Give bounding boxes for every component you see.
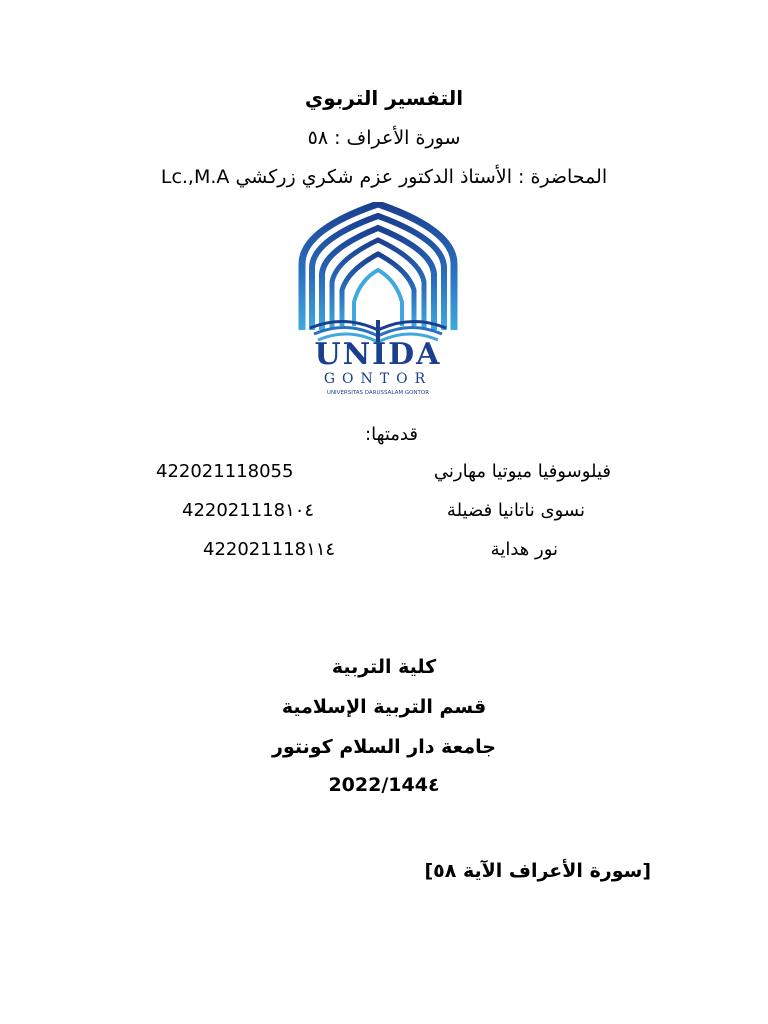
student-id: 422021118055 (156, 461, 294, 482)
lecturer-line: المحاضرة : الأستاذ الدكتور عزم شكري زركشي Lc.,M.A (160, 166, 608, 188)
document-title: التفسير التربوي (304, 86, 464, 110)
student-name: نسوى ناتانيا فضيلة (446, 500, 585, 521)
department-name: قسم التربية الإسلامية (281, 696, 487, 718)
student-name: نور هداية (490, 539, 558, 560)
student-name: فيلوسوفيا ميوتيا مهارني (433, 461, 611, 482)
presented-by-label: قدمتها: (365, 424, 418, 445)
surah-reference: سورة الأعراف : ٥٨ (307, 127, 461, 149)
unida-gontor-logo (298, 202, 458, 397)
faculty-name: كلية التربية (331, 656, 437, 678)
university-name: جامعة دار السلام كونتور (272, 736, 496, 758)
logo-caption: UNIVERSITAS DARUSSALAM GONTOR (326, 390, 430, 396)
student-id: 422021118١١٤ (203, 539, 336, 560)
logo-wordmark: UNIDA (314, 337, 442, 372)
logo-subtitle: GONTOR (323, 371, 433, 387)
student-id: 422021118١٠٤ (182, 500, 315, 521)
section-heading: [سورة الأعراف الآية ٥٨] (424, 860, 651, 882)
academic-year: 2022/144٤ (328, 774, 440, 796)
